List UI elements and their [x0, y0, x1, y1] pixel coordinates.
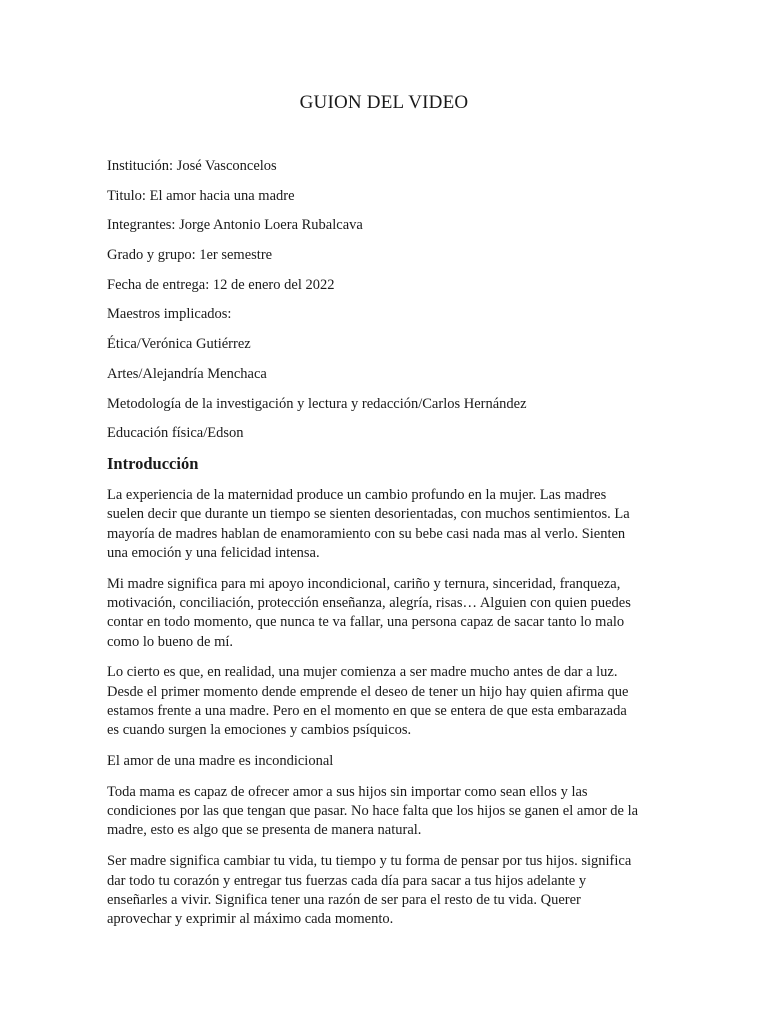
meta-teacher-arts: Artes/Alejandría Menchaca: [107, 365, 267, 382]
meta-members: Integrantes: Jorge Antonio Loera Rubalcava: [107, 217, 363, 234]
paragraph-line: motivación, conciliación, protección enseñanza, alegría, risas… Alguien con quien puedes: [107, 594, 631, 611]
paragraph-line: mayoría de madres hablan de enamoramiento con su bebe casi nada mas al verlo. Sienten: [107, 525, 626, 542]
paragraph-line: es cuando surgen la emociones y cambios psíquicos.: [107, 722, 412, 739]
paragraph-line: suelen decir que durante un tiempo se sienten desorientadas, con muchos sentimientos. La: [107, 506, 630, 523]
meta-grade-group: Grado y grupo: 1er semestre: [107, 247, 273, 264]
paragraph: [107, 663, 667, 740]
section-heading: Introducción: [107, 454, 199, 473]
meta-teacher-ethics: Ética/Verónica Gutiérrez: [107, 336, 251, 353]
paragraph-line: La experiencia de la maternidad produce un cambio profundo en la mujer. Las madres: [107, 487, 607, 503]
paragraph-line: El amor de una madre es incondicional: [107, 753, 334, 770]
paragraph-line: madre, esto es algo que se presenta de manera natural.: [107, 822, 422, 839]
meta-title: Titulo: El amor hacia una madre: [107, 187, 295, 204]
meta-due-date: Fecha de entrega: 12 de enero del 2022: [107, 276, 335, 293]
document-title: GUION DEL VIDEO: [299, 92, 469, 113]
paragraph-line: como lo bueno de mí.: [107, 633, 234, 650]
meta-institution: Institución: José Vasconcelos: [107, 158, 277, 174]
paragraph-line: Toda mama es capaz de ofrecer amor a sus hijos sin importar como sean ellos y las: [107, 783, 588, 800]
paragraph-line: Mi madre significa para mi apoyo incondicional, cariño y ternura, sinceridad, franqueza,: [107, 575, 621, 592]
paragraph-line: dar todo tu corazón y entregar tus fuerzas cada día para sacar a tus hijos adelante y: [107, 872, 587, 889]
document-body: [107, 486, 667, 941]
paragraph-line: enseñarles a vivir. Significa tener una razón de ser para el resto de tu vida. Querer: [107, 891, 581, 908]
paragraph-line: estamos frente a una madre. Pero en el momento en que se entera de que esta embarazada: [107, 702, 627, 719]
paragraph: [107, 575, 667, 652]
meta-teachers-label: Maestros implicados:: [107, 306, 232, 323]
paragraph-line: una emoción y una felicidad intensa.: [107, 544, 320, 561]
paragraph-line: aprovechar y exprimir al máximo cada momento.: [107, 911, 394, 928]
paragraph: [107, 783, 667, 841]
paragraph-line: contar en todo momento, que nunca te va fallar, una persona capaz de sacar tanto lo malo: [107, 614, 625, 631]
paragraph-line: Ser madre significa cambiar tu vida, tu tiempo y tu forma de pensar por tus hijos. significa: [107, 853, 632, 870]
paragraph-line: condiciones por las que tengan que pasar. No hace falta que los hijos se ganen el amor de la: [107, 803, 639, 820]
paragraph-line: Lo cierto es que, en realidad, una mujer comienza a ser madre mucho antes de dar a luz.: [107, 664, 618, 681]
document-meta: [107, 156, 707, 453]
paragraph: [107, 752, 667, 771]
meta-teacher-methodology: Metodología de la investigación y lectura y redacción/Carlos Hernández: [107, 395, 527, 412]
meta-teacher-pe: Educación física/Edson: [107, 425, 244, 442]
paragraph: [107, 486, 667, 563]
paragraph-line: Desde el primer momento dende emprende el deseo de tener un hijo hay quien afirma que: [107, 683, 629, 700]
paragraph: [107, 852, 667, 929]
